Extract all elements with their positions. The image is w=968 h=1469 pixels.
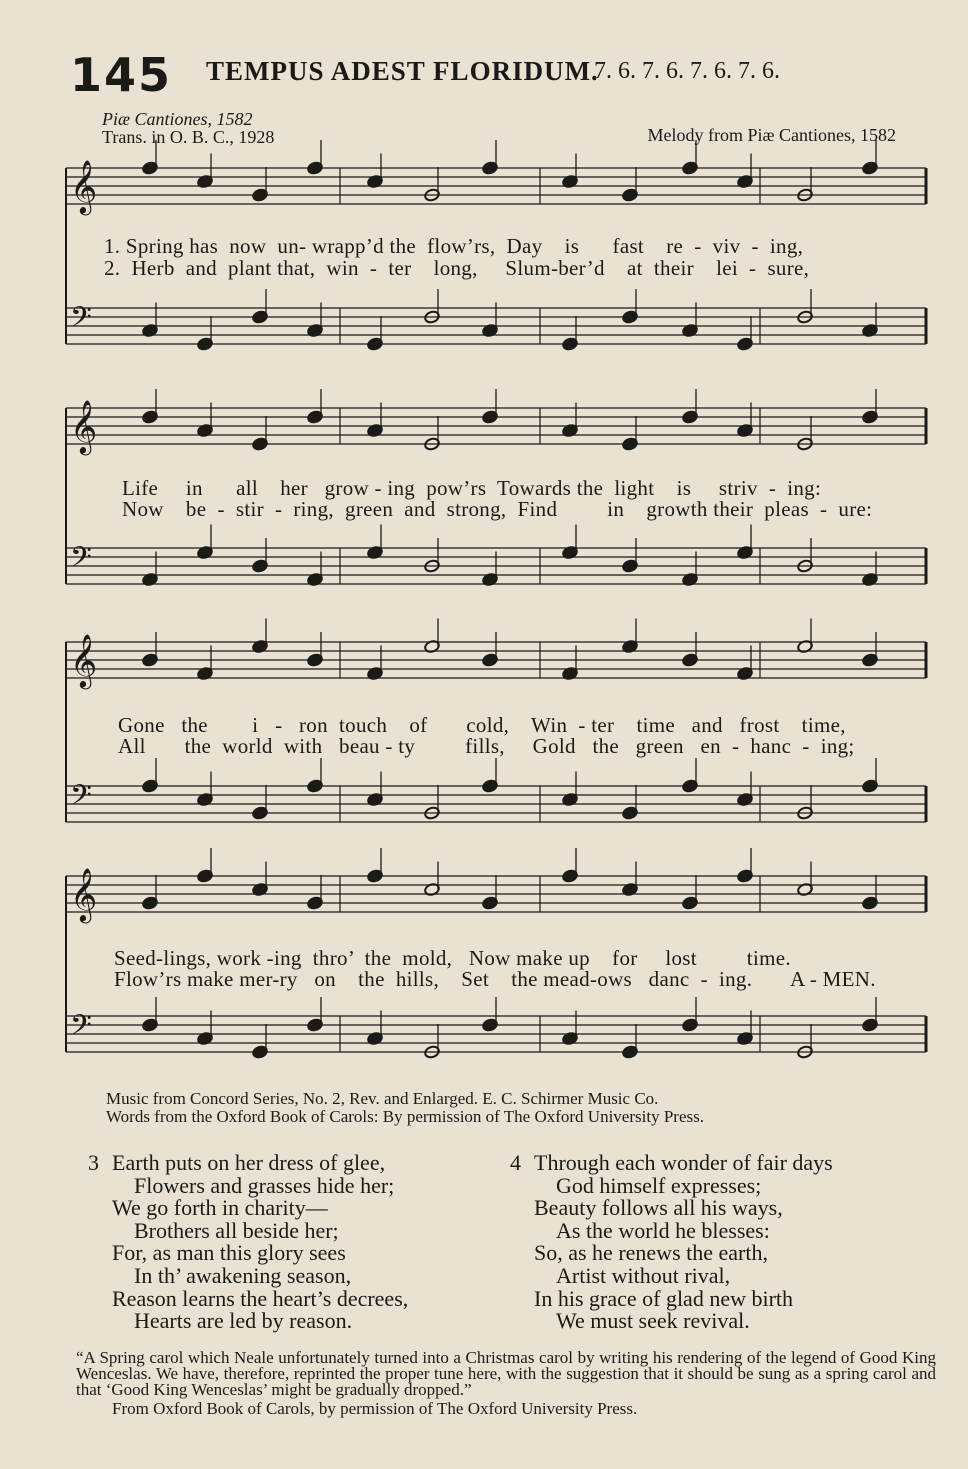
verse-line: We must seek revival.: [556, 1308, 750, 1334]
lyric-line-system2-verse1: Life in all her grow - ing pow’rs Towards the light is striv - ing:: [122, 476, 822, 500]
editorial-note-source: From Oxford Book of Carols, by permission of The Oxford University Press.: [112, 1399, 638, 1418]
treble-clef-icon: 𝄞: [70, 867, 98, 921]
verse-line: For, as man this glory sees: [112, 1240, 346, 1266]
verse-line: Reason learns the heart’s decrees,: [112, 1285, 409, 1311]
verse-line: Through each wonder of fair days: [534, 1150, 833, 1175]
verse-line: In th’ awakening season,: [134, 1262, 352, 1288]
verse-line: Beauty follows all his ways,: [534, 1195, 783, 1221]
verse-line: We go forth in charity—: [112, 1195, 328, 1221]
lyric-line-system1-verse1: 1. Spring has now un- wrapp’d the flow’rs, Day is fast re - viv - ing,: [104, 234, 804, 258]
words-credit-line1: Piæ Cantiones, 1582: [102, 109, 253, 129]
bass-clef-icon: 𝄢: [70, 1009, 92, 1049]
lyric-line-system3-verse2: All the world with beau - ty fills, Gold the green en - hanc - ing;: [118, 734, 855, 758]
verse-number: 3: [88, 1150, 99, 1175]
lyric-line-system4-verse2: Flow’rs make mer-ry on the hills, Set the mead-ows danc - ing. A - MEN.: [114, 967, 876, 991]
verse-number: 4: [510, 1150, 521, 1175]
footnote-line1: Music from Concord Series, No. 2, Rev. and Enlarged. E. C. Schirmer Music Co.: [106, 1089, 659, 1108]
treble-clef-icon: 𝄞: [70, 633, 98, 687]
verse-line: Brothers all beside her;: [134, 1217, 339, 1243]
words-credit-line2: Trans. in O. B. C., 1928: [102, 127, 275, 147]
footnote-line2: Words from the Oxford Book of Carols: By permission of The Oxford University Press.: [106, 1107, 704, 1126]
bass-clef-icon: 𝄢: [70, 301, 92, 341]
verse-line: Earth puts on her dress of glee,: [112, 1150, 386, 1175]
footnote: [106, 1090, 704, 1126]
lyric-line-system1-verse2: 2. Herb and plant that, win - ter long, Slum-ber’d at their lei - sure,: [104, 256, 810, 280]
treble-clef-icon: 𝄞: [70, 399, 98, 453]
verse-line: God himself expresses;: [556, 1172, 762, 1198]
verse-line: Hearts are led by reason.: [134, 1308, 353, 1334]
hymn-title: TEMPUS ADEST FLORIDUM.: [206, 56, 599, 86]
lyric-line-system4-verse1: Seed-lings, work -ing thro’ the mold, Now make up for lost time.: [114, 946, 791, 970]
verse-line: As the world he blesses:: [556, 1217, 770, 1243]
hymn-meter: 7. 6. 7. 6. 7. 6. 7. 6.: [594, 58, 780, 84]
verse-line: Artist without rival,: [556, 1262, 731, 1288]
hymn-number: 145: [70, 48, 173, 102]
lyric-line-system2-verse2: Now be - stir - ring, green and strong, Find in growth their pleas - ure:: [122, 497, 873, 521]
editorial-note: “A Spring carol which Neale unfortunately turned into a Christmas carol by writing his rendering of the legend of Good King Wenceslas. We have, therefore, reprinted the proper tune here, with the suggestion that it should be sung as a spring carol and that ‘Good King Wenceslas’ might be gradually dropped.”: [76, 1348, 936, 1399]
treble-clef-icon: 𝄞: [70, 159, 98, 213]
music-credit: Melody from Piæ Cantiones, 1582: [647, 125, 896, 145]
bass-clef-icon: 𝄢: [70, 541, 92, 581]
verse-line: In his grace of glad new birth: [534, 1285, 794, 1311]
lyric-line-system3-verse1: Gone the i - ron touch of cold, Win - ter time and frost time,: [118, 713, 846, 737]
verse-line: So, as he renews the earth,: [534, 1240, 768, 1266]
verse-line: Flowers and grasses hide her;: [134, 1172, 395, 1198]
bass-clef-icon: 𝄢: [70, 779, 92, 819]
additional-verses: [88, 1152, 928, 1342]
